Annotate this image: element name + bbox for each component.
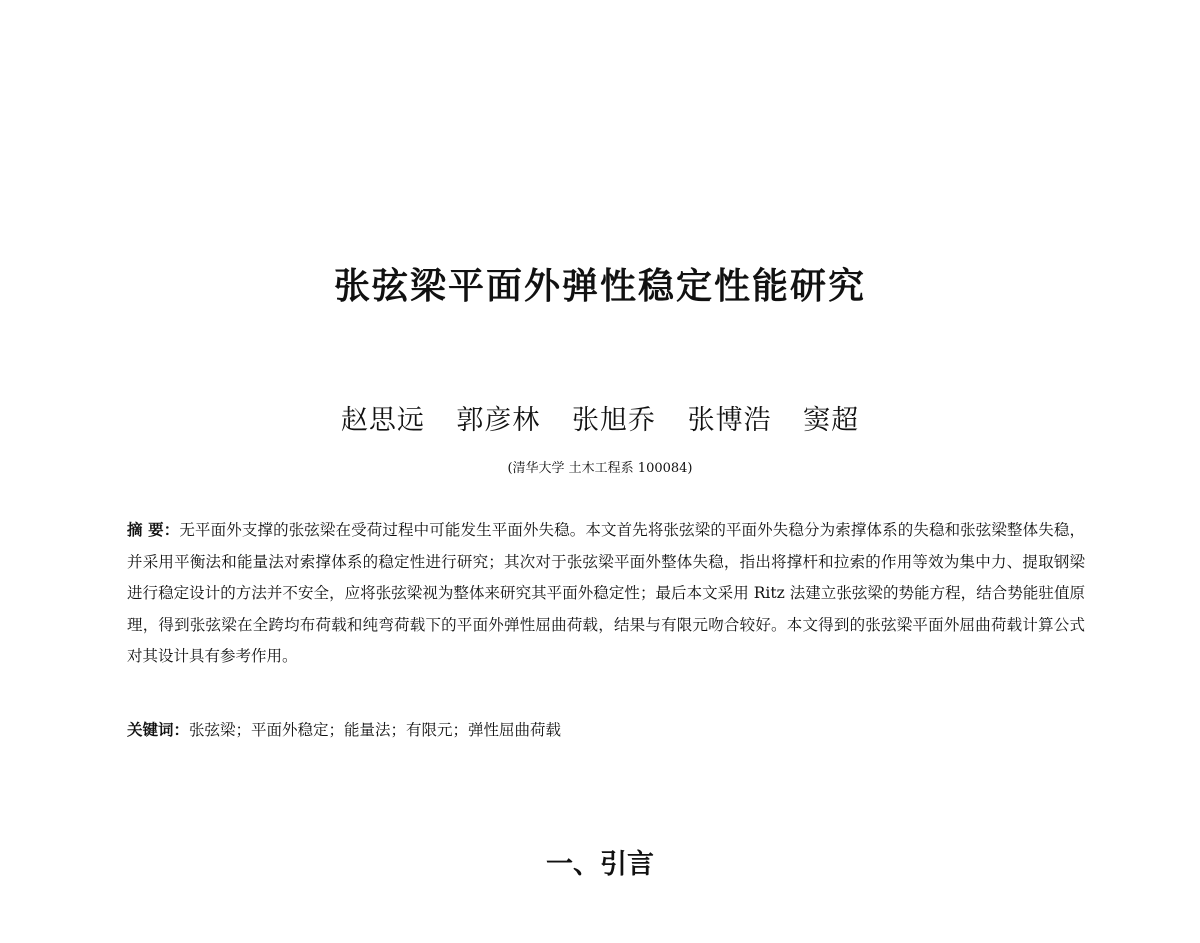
affiliation: (清华大学 土木工程系 100084) xyxy=(507,461,693,476)
paper-title: 张弦梁平面外弹性稳定性能研究 xyxy=(333,266,866,307)
abstract-text: 无平面外支撑的张弦梁在受荷过程中可能发生平面外失稳。本文首先将张弦梁的平面外失稳分为索撑体系的失稳和张弦梁整体失稳，并采用平衡法和能量法对索撑体系的稳定性进行研究；其次对于张弦梁平面外整体失稳，指出将撑杆和拉索的作用等效为集中力、提取钢梁进行稳定设计的方法并不安全，应将张弦梁视为整体来研究其平面外稳定性；最后本文采用 Ritz 法建立张弦梁的势能方程，结合势能驻值原理，得到张弦梁在全跨均布荷载和纯弯荷载下的平面外弹性屈曲荷载，结果与有限元吻合较好。本文得到的张弦梁平面外屈曲荷载计算公式对其设计具有参考作用。 xyxy=(127,521,1085,665)
author-list: 赵思远 郭彦林 张旭乔 张博浩 窦超 xyxy=(340,405,860,436)
abstract xyxy=(127,515,1085,673)
keywords-label: 关键词： xyxy=(127,721,190,739)
keywords-text: 张弦梁；平面外稳定；能量法；有限元；弹性屈曲荷载 xyxy=(189,721,562,739)
keywords xyxy=(127,718,1085,742)
abstract-label: 摘 要： xyxy=(127,521,180,539)
section-heading-introduction: 一、引言 xyxy=(546,849,654,880)
